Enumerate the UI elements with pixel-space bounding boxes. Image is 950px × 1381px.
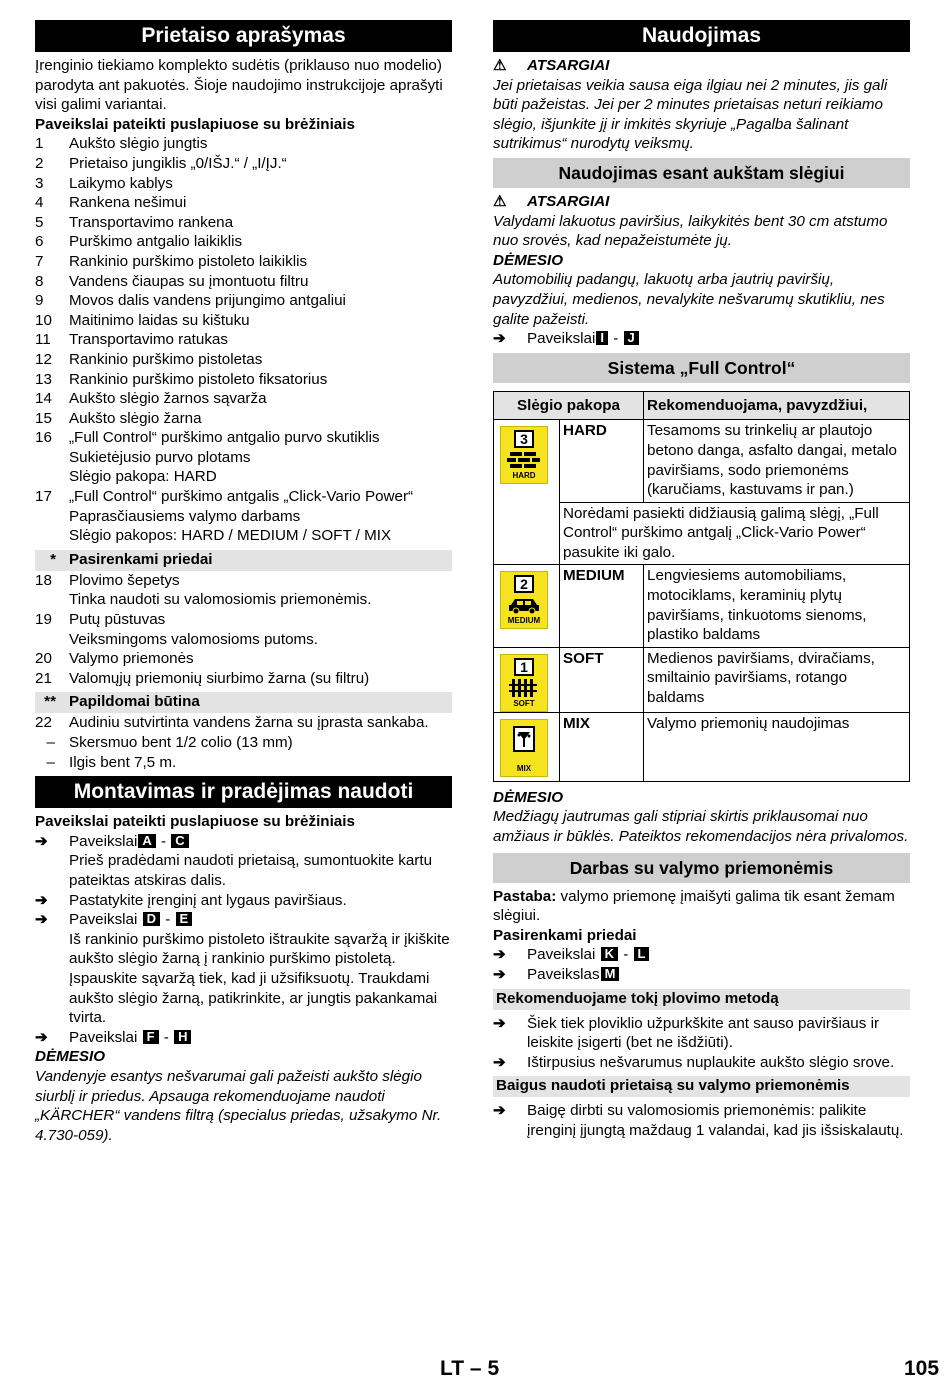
list-item-text: Rankinio purškimo pistoleto laikiklis — [69, 252, 308, 270]
list-item — [35, 193, 452, 213]
required-title: Papildomai būtina — [69, 693, 200, 711]
list-item-number: 6 — [35, 233, 44, 251]
table-row-hard — [494, 420, 910, 502]
figure-ref-label: Paveikslai — [69, 911, 138, 929]
arrow-icon: ➔ — [35, 911, 48, 929]
figure-ref-label: Paveikslai — [69, 1028, 138, 1046]
note-label: Pastaba: — [493, 887, 557, 905]
list-item-text: „Full Control“ purškimo antgalio purvo skutiklis Sukietėjusio purvo plotams Slėgio pakopa: HARD — [69, 429, 380, 486]
mix-level-icon — [500, 719, 548, 777]
caution-2-label: DĖMESIO — [493, 788, 564, 806]
required-heading — [35, 692, 452, 713]
arrow-icon: ➔ — [493, 1053, 506, 1071]
list-item-text: „Full Control“ purškimo antgalis „Click-Vario Power“ Paprasčiausiems valymo darbams Slėgio pakopos: HARD / MEDIUM / SOFT / MIX — [69, 488, 414, 545]
table-row-soft — [494, 647, 910, 712]
table-header-row — [494, 391, 910, 420]
list-item-number: 7 — [35, 252, 44, 270]
list-item-number: 11 — [35, 331, 51, 349]
optional-list — [35, 571, 452, 689]
soft-icon-cell — [494, 647, 560, 712]
arrow-icon: ➔ — [493, 1102, 506, 1120]
list-item-text: Vandens čiaupas su įmontuotu filtru — [69, 272, 309, 290]
figure-ref-label: Paveikslai — [527, 946, 596, 964]
figure-badge: M — [601, 967, 620, 981]
warning-triangle-icon: ⚠ — [493, 192, 507, 210]
list-item-text: Aukšto slėgio jungtis — [69, 135, 208, 153]
hard-name: HARD — [560, 420, 644, 502]
hard-icon-cell — [494, 420, 560, 565]
list-item-number: 21 — [35, 669, 52, 687]
figure-badge: F — [143, 1030, 159, 1044]
list-item-number: 13 — [35, 370, 52, 388]
list-item-number: 14 — [35, 390, 52, 408]
list-item-text: Audiniu sutvirtinta vandens žarna su įprasta sankaba. — [69, 714, 429, 732]
list-item-number: 2 — [35, 154, 44, 172]
figure-ref-label: Paveikslai — [69, 832, 138, 850]
method-step-2 — [493, 1053, 910, 1073]
figure-ref-label: Paveikslas — [527, 966, 600, 983]
figure-badge: I — [596, 331, 608, 345]
list-item — [35, 409, 452, 429]
list-item-number: 16 — [35, 429, 52, 447]
list-item-number: 9 — [35, 292, 44, 310]
list-item — [35, 252, 452, 272]
list-item-number: 22 — [35, 714, 52, 732]
mount-step-3-text-1: Iš rankinio purškimo pistoleto ištraukite sąvaržą ir įkiškite aukšto slėgio žarną į rankinio purškimo pistoletą. — [69, 930, 450, 968]
warning-2 — [493, 192, 910, 212]
list-item — [35, 669, 452, 689]
list-item-number: – — [46, 734, 55, 751]
mix-icon-cell — [494, 712, 560, 781]
list-item — [35, 350, 452, 370]
list-item — [35, 733, 452, 753]
list-item-text: Rankena nešimui — [69, 194, 187, 212]
caution-1-text: Automobilių padangų, lakuotų arba jautrių paviršių, pavyzdžiui, medienos, nevalykite nešvarumų skutikliu, nes galite pažeisti. — [493, 271, 885, 328]
optional-title: Pasirenkami priedai — [69, 550, 213, 568]
mount-step-1 — [35, 832, 452, 891]
list-item — [35, 154, 452, 174]
list-item-text: Rankinio purškimo pistoletas — [69, 350, 263, 368]
figure-ref-label: Paveikslai — [527, 330, 596, 348]
figure-ref-i-j: ➔ Paveikslai I - J — [493, 329, 910, 349]
mount-step-3 — [35, 910, 452, 1028]
method-step-2-text: Ištirpusius nešvarumus nuplaukite aukšto slėgio srove. — [527, 1053, 895, 1071]
note — [493, 887, 910, 926]
list-item — [35, 134, 452, 154]
level-number: 2 — [514, 575, 534, 593]
arrow-icon: ➔ — [493, 1014, 506, 1032]
list-item — [35, 370, 452, 390]
list-item — [35, 571, 452, 610]
list-item-text: Prietaiso jungiklis „0/IŠJ.“ / „I/ĮJ.“ — [69, 154, 287, 172]
list-item-number: 20 — [35, 650, 52, 668]
warning-2-text: Valydami lakuotus paviršius, laikykitės bent 30 cm atstumo nuo srovės, kad nepažeistumėte jų. — [493, 212, 888, 250]
arrow-icon: ➔ — [35, 1028, 48, 1046]
list-item-text: Rankinio purškimo pistoleto fiksatorius — [69, 370, 328, 388]
list-item — [35, 330, 452, 350]
figure-ref-k-l: ➔ Paveikslai K - L — [493, 945, 910, 965]
method-step-1-text: Šiek tiek ploviklio užpurkškite ant sauso paviršiaus ir leiskite įsigerti (bet ne išdžiūti). — [527, 1014, 879, 1052]
table-row-medium — [494, 565, 910, 647]
section-title-high-pressure: Naudojimas esant aukštam slėgiui — [493, 158, 910, 188]
medium-level-icon — [500, 571, 548, 629]
mount-step-2 — [35, 891, 452, 911]
list-item — [35, 649, 452, 669]
finish-step-1 — [493, 1101, 910, 1140]
list-item-text: Plovimo šepetys Tinka naudoti su valomosiomis priemonėmis. — [69, 571, 372, 609]
arrow-icon: ➔ — [35, 891, 48, 909]
figure-badge: L — [634, 947, 650, 961]
mount-step-1-text: Prieš pradėdami naudoti prietaisą, sumontuokite kartu pateiktas atskiras dalis. — [69, 852, 433, 889]
subsection-title-finish: Baigus naudoti prietaisą su valymo priemonėmis — [493, 1076, 910, 1097]
detergent-icon — [506, 724, 542, 754]
required-list — [35, 713, 452, 772]
list-item — [35, 713, 452, 733]
list-item — [35, 272, 452, 292]
list-item-text: Laikymo kablys — [69, 174, 173, 192]
list-item-text: Purškimo antgalio laikiklis — [69, 233, 243, 251]
mount-step-2-text: Pastatykite įrenginį ant lygaus paviršiaus. — [69, 891, 347, 909]
mix-recommendation: Valymo priemonių naudojimas — [644, 712, 910, 781]
soft-level-icon — [500, 654, 548, 712]
medium-icon-cell — [494, 565, 560, 647]
mount-step-4 — [35, 1028, 452, 1048]
list-item-text: Valomųjų priemonių siurbimo žarna (su filtru) — [69, 669, 370, 687]
soft-name: SOFT — [560, 647, 644, 712]
list-item — [35, 213, 452, 233]
required-mark: ** — [44, 693, 56, 711]
section-title-full-control: Sistema „Full Control“ — [493, 353, 910, 383]
list-item — [35, 389, 452, 409]
footer-lang-page: LT – 5 — [440, 1357, 500, 1380]
figure-badge: D — [143, 912, 160, 926]
level-label: MEDIUM — [507, 616, 541, 626]
pressure-table — [493, 391, 910, 782]
range-dash: - — [161, 832, 167, 850]
figure-badge: E — [176, 912, 193, 926]
arrow-icon: ➔ — [493, 330, 506, 348]
list-item-number: 15 — [35, 409, 52, 427]
caution-text: Vandenyje esantys nešvarumai gali pažeisti aukšto slėgio siurblį ir priedus. Apsauga rekomenduojame naudoti „KÄRCHER“ vandens filtrą (specialus priedas, užsakymo Nr. 4.730-059). — [35, 1067, 442, 1144]
list-item-text: Transportavimo rankena — [69, 213, 234, 231]
car-icon — [506, 593, 542, 615]
parts-list — [35, 134, 452, 545]
list-item-number: – — [46, 753, 55, 771]
method-step-1 — [493, 1014, 910, 1053]
list-item-number: 19 — [35, 611, 52, 629]
hard-level-icon — [500, 426, 548, 484]
list-item — [35, 232, 452, 252]
optional-label: Pasirenkami priedai — [493, 926, 637, 944]
list-item-text: Valymo priemonės — [69, 650, 194, 668]
left-column — [35, 20, 452, 1145]
soft-recommendation: Medienos paviršiams, dviračiams, smiltainio paviršiams, rotango baldams — [644, 647, 910, 712]
hard-note: Norėdami pasiekti didžiausią galimą slėgį, „Full Control“ purškimo antgalį „Click-Vario Power“ pasukite iki galo. — [560, 502, 910, 565]
header-stage: Slėgio pakopa — [494, 391, 644, 420]
figure-badge: J — [624, 331, 639, 345]
list-item-number: 3 — [35, 174, 44, 192]
list-item — [35, 753, 452, 773]
list-item-text: Aukšto slėgio žarnos sąvarža — [69, 390, 267, 408]
list-item-text: Aukšto slėgio žarna — [69, 409, 202, 427]
range-dash: - — [165, 911, 171, 929]
arrow-icon: ➔ — [493, 966, 506, 983]
brick-wall-icon — [506, 448, 542, 470]
warning-1 — [493, 56, 910, 76]
note-text: valymo priemonę įmaišyti galima tik esant žemam slėgiui. — [493, 887, 895, 925]
list-item-text: Skersmuo bent 1/2 colio (13 mm) — [69, 734, 293, 751]
list-item-text: Maitinimo laidas su kištuku — [69, 311, 250, 329]
intro-text: Įrenginio tiekiamo komplekto sudėtis (priklauso nuo modelio) parodyta ant pakuotės. Šioje naudojimo instrukcijoje aprašyti visi galimi variantai. — [35, 57, 443, 114]
level-label: SOFT — [513, 698, 535, 708]
figure-badge: H — [174, 1030, 191, 1044]
list-item-number: 12 — [35, 350, 52, 368]
footer-page-number: 105 — [904, 1357, 940, 1380]
fence-icon — [506, 676, 542, 698]
section-title-detergent: Darbas su valymo priemonėmis — [493, 853, 910, 883]
figure-badge: C — [171, 834, 188, 848]
medium-name: MEDIUM — [560, 565, 644, 647]
figure-badge: K — [601, 947, 618, 961]
caution-label: DĖMESIO — [35, 1048, 106, 1066]
warning-2-label: ATSARGIAI — [527, 192, 610, 210]
medium-recommendation: Lengviesiems automobiliams, motociklams, keraminių plytų paviršiams, tinkuotoms sienoms, plastiko baldams — [644, 565, 910, 647]
warning-1-text: Jei prietaisas veikia sausa eiga ilgiau nei 2 minutes, jis gali būti pažeistas. Jei per 2 minutes prietaisas neturi reikiamo slėgio, išjunkite jį ir imkitės skyriuje „Pagalba šalinant sutrikimus“ nurodytų veiksmų. — [493, 76, 888, 153]
list-item-number: 5 — [35, 213, 44, 231]
list-item-text: Ilgis bent 7,5 m. — [69, 753, 177, 771]
figures-note: Paveikslai pateikti puslapiuose su brėžiniais — [35, 115, 355, 133]
list-item-number: 4 — [35, 194, 44, 212]
list-item — [35, 610, 452, 649]
level-number: 1 — [514, 658, 534, 676]
mount-step-3-text-2: Įspauskite sąvaržą tiek, kad ji užsifiksuotų. Traukdami aukšto slėgio žarną, patikrinkite, ar jungtis pakankamai tvirta. — [69, 969, 438, 1027]
level-label: HARD — [512, 471, 536, 481]
arrow-icon: ➔ — [35, 832, 48, 850]
level-label: MIX — [516, 763, 532, 773]
list-item — [35, 487, 452, 546]
subsection-title-method: Rekomenduojame tokį plovimo metodą — [493, 989, 910, 1010]
figure-badge: A — [138, 834, 155, 848]
section-title-usage: Naudojimas — [493, 20, 910, 52]
list-item-number: 1 — [35, 135, 44, 153]
list-item-number: 10 — [35, 311, 52, 329]
mount-figures-note: Paveikslai pateikti puslapiuose su brėžiniais — [35, 813, 355, 831]
caution-2-text: Medžiagų jautrumas gali stipriai skirtis priklausomai nuo amžiaus ir būklės. Pateiktos rekomendacijos nėra privalomos. — [493, 808, 909, 846]
list-item — [35, 428, 452, 487]
list-item — [35, 311, 452, 331]
level-number: 3 — [514, 430, 534, 448]
list-item-text: Putų pūstuvas Veiksmingoms valomosioms putoms. — [69, 611, 318, 648]
range-dash: - — [163, 1028, 169, 1046]
optional-accessories-heading — [35, 550, 452, 571]
warning-triangle-icon: ⚠ — [493, 57, 507, 74]
section-title-mounting: Montavimas ir pradėjimas naudoti — [35, 776, 452, 808]
caution-1-label: DĖMESIO — [493, 251, 564, 269]
arrow-icon: ➔ — [493, 946, 506, 964]
mix-name: MIX — [560, 712, 644, 781]
list-item — [35, 174, 452, 194]
list-item-text: Transportavimo ratukas — [69, 331, 228, 349]
list-item-number: 17 — [35, 488, 52, 506]
finish-step-1-text: Baigę dirbti su valomosiomis priemonėmis: palikite įrenginį įjungtą maždaug 1 valandai, kad jis išsiskalautų. — [527, 1102, 904, 1139]
list-item — [35, 291, 452, 311]
hard-recommendation: Tesamoms su trinkelių ar plautojo betono danga, asfalto dangai, metalo paviršiams, sodo priemonėms (karučiams, kastuvams ir pan.) — [644, 420, 910, 502]
right-column — [493, 20, 910, 1141]
warning-1-label: ATSARGIAI — [527, 57, 610, 74]
list-item-number: 8 — [35, 272, 44, 290]
list-item-number: 18 — [35, 571, 52, 589]
figure-ref-m — [493, 965, 910, 985]
section-title-description: Prietaiso aprašymas — [35, 20, 452, 52]
optional-mark: * — [50, 550, 56, 568]
header-recommendation: Rekomenduojama, pavyzdžiui, — [644, 391, 910, 420]
list-item-text: Movos dalis vandens prijungimo antgaliui — [69, 292, 346, 310]
table-row-mix — [494, 712, 910, 781]
